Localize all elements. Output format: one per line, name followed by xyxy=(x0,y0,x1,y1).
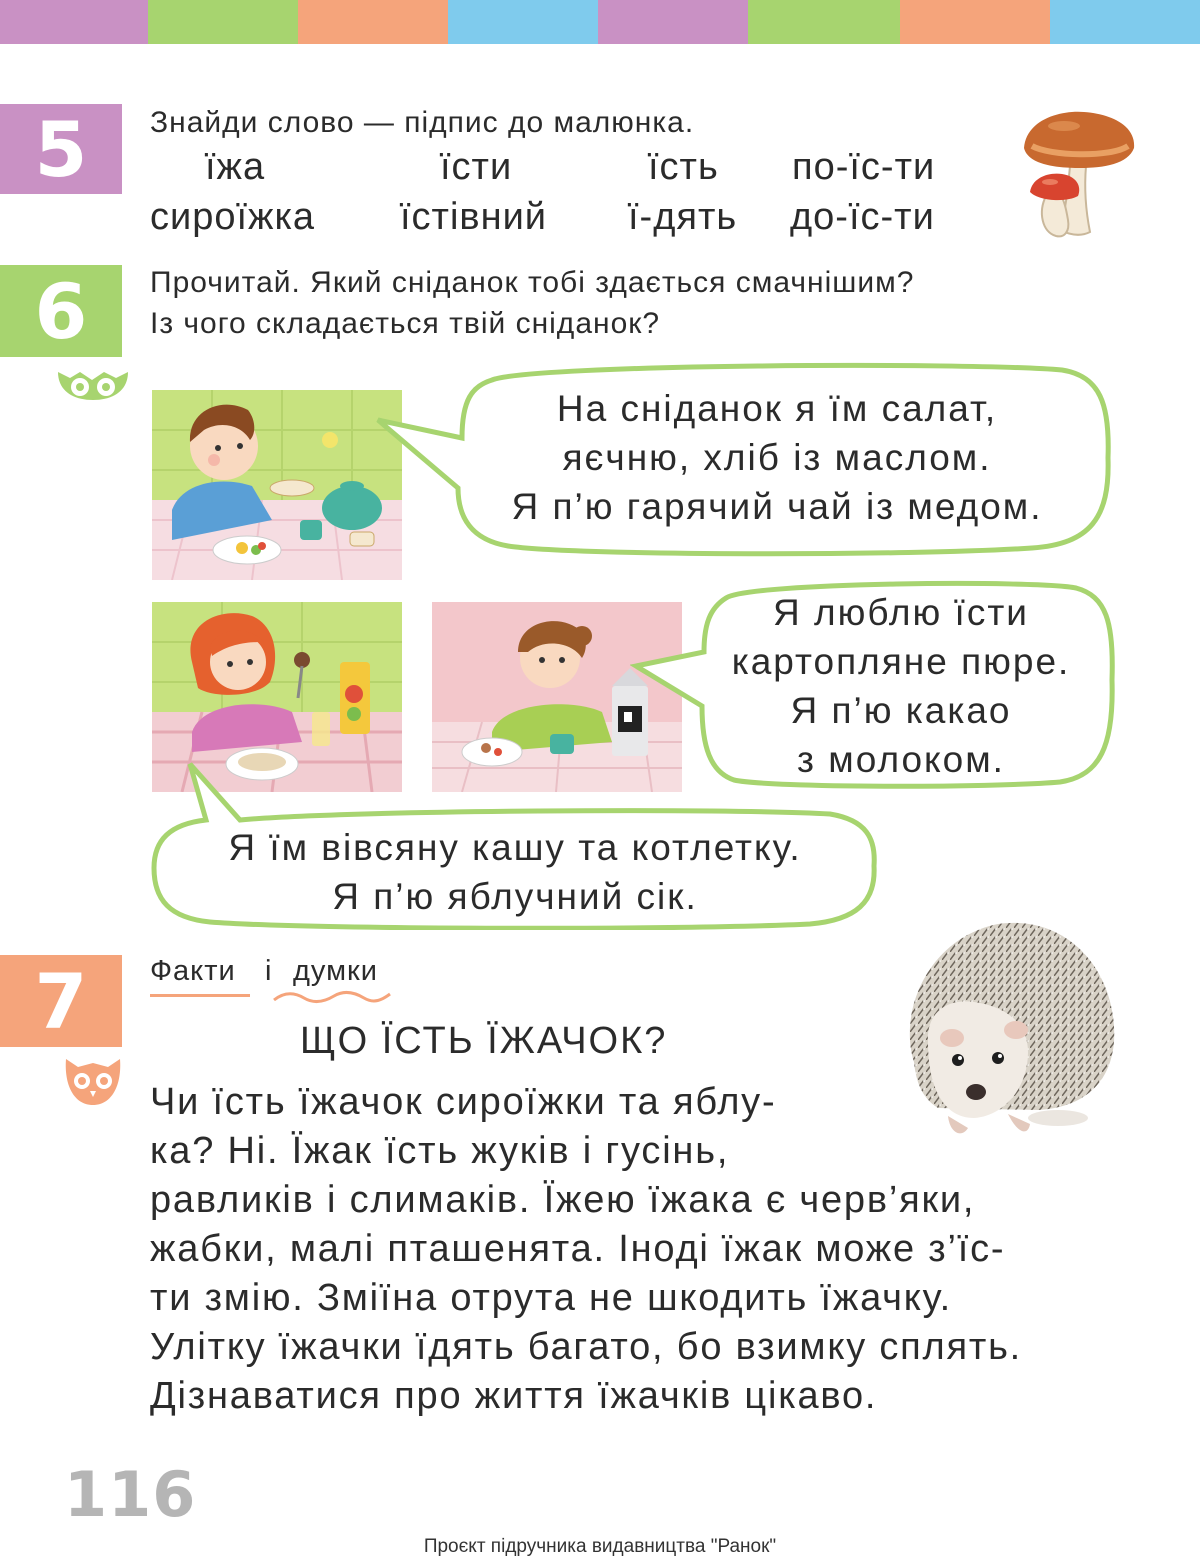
stripe xyxy=(748,0,900,44)
bubble1-text xyxy=(462,384,1092,531)
bubble-line: яєчню, хліб із маслом. xyxy=(562,437,992,478)
text-line: ти змію. Зміїна отрута не шкодить їжачку. xyxy=(150,1277,952,1319)
footer-note: Проєкт підручника видавництва "Ранок" xyxy=(423,1536,777,1557)
exercise-number-5: 5 xyxy=(0,104,122,194)
tag-thoughts: думки xyxy=(293,955,378,987)
exercise5-instruction: Знайди слово — підпис до малюнка. xyxy=(150,106,695,139)
exercise7-title: ЩО ЇСТЬ ЇЖАЧОК? xyxy=(300,1020,668,1062)
mushroom-illustration xyxy=(1020,108,1140,242)
text-line: равликів і слимаків. Їжею їжака є черв’яки, xyxy=(150,1179,976,1221)
text-line: ка? Ні. Їжак їсть жуків і гусінь, xyxy=(150,1130,730,1172)
bubble3-text xyxy=(160,823,870,921)
stripe xyxy=(598,0,748,44)
bubble-line: На сніданок я їм салат, xyxy=(556,388,998,429)
bubble-line: з молоком. xyxy=(797,739,1005,780)
exercise6-instruction-line2: Із чого складається твій сніданок? xyxy=(150,307,661,340)
text-line: Дізнаватися про життя їжачків цікаво. xyxy=(150,1375,878,1417)
word-card[interactable]: до-їс-ти xyxy=(790,196,935,238)
word-card[interactable]: їжа xyxy=(205,146,266,188)
boy-breakfast-illustration xyxy=(152,390,402,580)
bubble-line: Я п’ю яблучний сік. xyxy=(332,876,698,917)
bubble-line: Я їм вівсяну кашу та котлетку. xyxy=(228,827,802,868)
exercise-number-6: 6 xyxy=(0,265,122,357)
tag-thoughts-wavy-underline xyxy=(272,990,392,1004)
stripe xyxy=(1050,0,1200,44)
stripe xyxy=(148,0,298,44)
stripe xyxy=(448,0,598,44)
hedgehog-photo xyxy=(878,912,1130,1150)
word-card[interactable]: сироїжка xyxy=(150,196,316,238)
tag-facts-underline xyxy=(150,994,250,997)
tag-facts: Факти xyxy=(150,955,236,987)
word-card[interactable]: ї-дять xyxy=(628,196,738,238)
tag-and: і xyxy=(265,955,272,987)
bubble-line: Я п’ю гарячий чай із медом. xyxy=(511,486,1043,527)
owl-eyes-icon xyxy=(56,368,130,402)
word-card[interactable]: їстівний xyxy=(400,196,548,238)
bubble-line: Я люблю їсти xyxy=(773,592,1029,633)
text-line: жабки, малі пташенята. Іноді їжак може з’їс- xyxy=(150,1228,1006,1270)
exercise-number-7: 7 xyxy=(0,955,122,1047)
exercise6-instruction-line1: Прочитай. Який сніданок тобі здається смачнішим? xyxy=(150,266,915,299)
stripe xyxy=(298,0,448,44)
bubble-line: Я п’ю какао xyxy=(790,690,1012,731)
text-line: Чи їсть їжачок сироїжки та яблу- xyxy=(150,1081,777,1123)
word-card[interactable]: їсть xyxy=(648,146,719,188)
word-card[interactable]: їсти xyxy=(440,146,513,188)
text-line: Улітку їжачки їдять багато, бо взимку сплять. xyxy=(150,1326,1023,1368)
stripe xyxy=(900,0,1050,44)
page-number: 116 xyxy=(64,1458,197,1531)
stripe xyxy=(0,0,148,44)
word-card[interactable]: по-їс-ти xyxy=(792,146,936,188)
bubble-line: картопляне пюре. xyxy=(731,641,1071,682)
owl-icon xyxy=(62,1055,124,1107)
